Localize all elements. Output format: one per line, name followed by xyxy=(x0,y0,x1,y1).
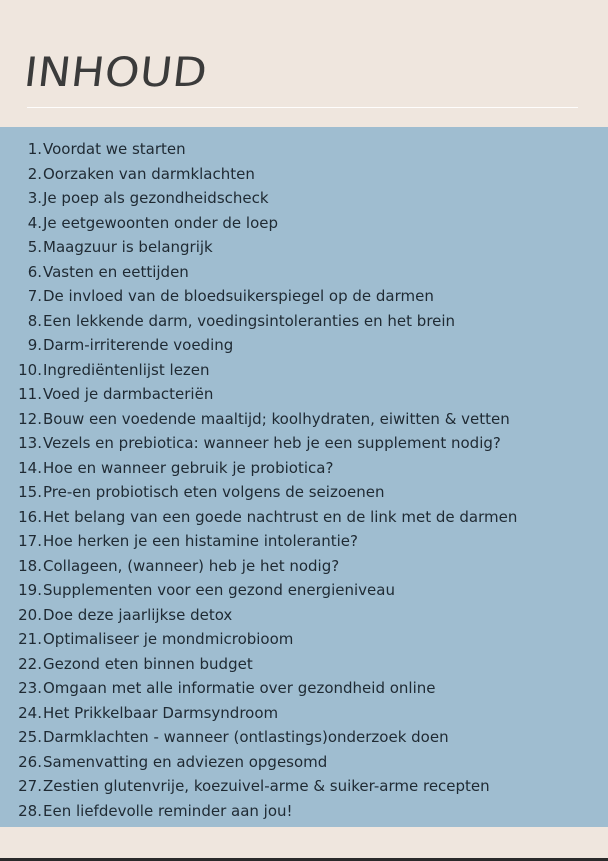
toc-item-title: De invloed van de bloedsuikerspiegel op de darmen xyxy=(43,287,434,305)
toc-item-number: 4. xyxy=(27,213,42,232)
toc-item-number: 23. xyxy=(18,679,42,697)
header xyxy=(0,0,608,127)
toc-item-number: 13. xyxy=(18,434,42,452)
toc-item xyxy=(0,211,608,236)
toc-item xyxy=(0,505,608,530)
toc-item-number: 27. xyxy=(18,777,42,795)
toc-item-number: 19. xyxy=(18,581,42,599)
toc-item-title: Optimaliseer je mondmicrobioom xyxy=(43,630,294,648)
toc-item xyxy=(0,799,608,824)
table-of-contents xyxy=(0,137,608,823)
toc-item-title: Voed je darmbacteriën xyxy=(43,385,214,403)
toc-item-title: Doe deze jaarlijkse detox xyxy=(43,605,233,624)
toc-item xyxy=(0,529,608,554)
toc-item-title: Maagzuur is belangrijk xyxy=(43,238,213,256)
toc-item-title: Bouw een voedende maaltijd; koolhydraten, eiwitten & vetten xyxy=(43,409,510,428)
toc-item xyxy=(0,382,608,407)
toc-item-title: Omgaan met alle informatie over gezondheid online xyxy=(43,679,436,697)
toc-item-number: 2. xyxy=(27,164,42,183)
toc-item-number: 1. xyxy=(27,140,42,158)
toc-item-number: 9. xyxy=(27,336,42,354)
toc-item-title: Voordat we starten xyxy=(43,140,186,158)
toc-item-title: Oorzaken van darmklachten xyxy=(43,164,255,183)
toc-item-title: Zestien glutenvrije, koezuivel-arme & suiker-arme recepten xyxy=(43,777,490,795)
toc-item-title: Gezond eten binnen budget xyxy=(43,654,253,673)
toc-item-number: 28. xyxy=(18,801,42,820)
toc-item xyxy=(0,603,608,628)
toc-item-number: 5. xyxy=(27,238,42,256)
toc-item-title: Hoe en wanneer gebruik je probiotica? xyxy=(43,458,334,477)
toc-item-title: Je eetgewoonten onder de loep xyxy=(43,213,279,232)
toc-item-number: 10. xyxy=(18,360,42,379)
toc-item-number: 12. xyxy=(18,409,42,428)
toc-item-title: Een liefdevolle reminder aan jou! xyxy=(43,801,293,820)
toc-item xyxy=(0,627,608,652)
footer-band xyxy=(0,827,608,858)
toc-item-title: Samenvatting en adviezen opgesomd xyxy=(43,752,328,771)
toc-item xyxy=(0,186,608,211)
toc-item-title: Ingrediëntenlijst lezen xyxy=(43,360,210,379)
toc-item xyxy=(0,554,608,579)
toc-item-title: Het Prikkelbaar Darmsyndroom xyxy=(43,703,279,722)
toc-item-number: 11. xyxy=(18,385,42,403)
toc-item-title: Een lekkende darm, voedingsintoleranties en het brein xyxy=(43,311,456,330)
toc-item-title: Pre-en probiotisch eten volgens de seizoenen xyxy=(43,483,385,501)
toc-item xyxy=(0,676,608,701)
toc-item-title: Het belang van een goede nachtrust en de link met de darmen xyxy=(43,507,518,526)
toc-item xyxy=(0,162,608,187)
toc-item xyxy=(0,407,608,432)
toc-item-number: 17. xyxy=(18,532,42,550)
toc-item xyxy=(0,431,608,456)
toc-item-number: 8. xyxy=(27,311,42,330)
toc-item xyxy=(0,358,608,383)
toc-item-title: Hoe herken je een histamine intolerantie? xyxy=(43,532,358,550)
toc-item xyxy=(0,456,608,481)
toc-item-number: 7. xyxy=(27,287,42,305)
toc-item xyxy=(0,260,608,285)
toc-item-number: 6. xyxy=(27,262,42,281)
toc-item-number: 16. xyxy=(18,507,42,526)
toc-item-number: 25. xyxy=(18,728,42,746)
toc-item xyxy=(0,284,608,309)
toc-item-number: 18. xyxy=(18,556,42,575)
toc-item-number: 24. xyxy=(18,703,42,722)
toc-item-title: Darm-irriterende voeding xyxy=(43,336,234,354)
toc-item xyxy=(0,750,608,775)
toc-item xyxy=(0,652,608,677)
title-divider xyxy=(27,107,578,108)
toc-item-number: 21. xyxy=(18,630,42,648)
toc-item xyxy=(0,333,608,358)
toc-item-number: 22. xyxy=(18,654,42,673)
page-title: INHOUD xyxy=(21,49,210,96)
toc-item-number: 14. xyxy=(18,458,42,477)
toc-item-title: Vasten en eettijden xyxy=(43,262,189,281)
toc-item xyxy=(0,309,608,334)
toc-item-number: 15. xyxy=(18,483,42,501)
toc-item-title: Vezels en prebiotica: wanneer heb je een supplement nodig? xyxy=(43,434,501,452)
toc-item xyxy=(0,578,608,603)
toc-item-number: 20. xyxy=(18,605,42,624)
toc-item xyxy=(0,137,608,162)
toc-item xyxy=(0,701,608,726)
toc-item-title: Supplementen voor een gezond energieniveau xyxy=(43,581,395,599)
toc-item xyxy=(0,774,608,799)
toc-item-title: Collageen, (wanneer) heb je het nodig? xyxy=(43,556,340,575)
toc-item xyxy=(0,480,608,505)
toc-item xyxy=(0,725,608,750)
toc-item-number: 3. xyxy=(27,189,42,207)
toc-item-title: Je poep als gezondheidscheck xyxy=(43,189,269,207)
toc-item-number: 26. xyxy=(18,752,42,771)
toc-item xyxy=(0,235,608,260)
toc-item-title: Darmklachten - wanneer (ontlastings)onderzoek doen xyxy=(43,728,449,746)
toc-panel xyxy=(0,127,608,827)
